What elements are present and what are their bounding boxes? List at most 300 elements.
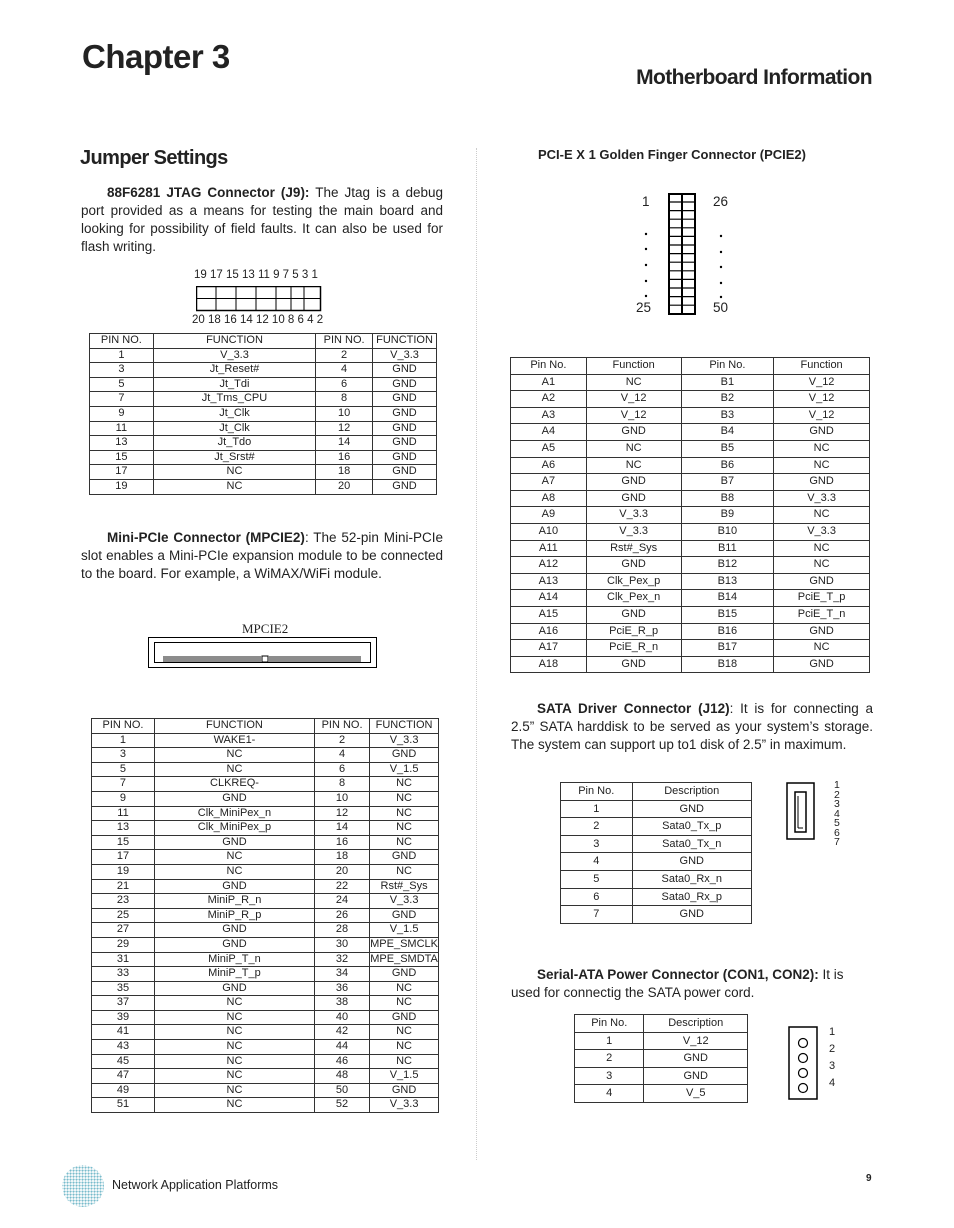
pcie-label-25: 25 [636,300,652,315]
pin-number: 3 [834,798,840,810]
table-cell: 8 [316,392,373,407]
table-cell: 7 [561,906,633,924]
table-cell: V_12 [586,391,681,408]
table-row [511,590,870,607]
pin-number: 2 [834,788,840,801]
table-cell: B1 [681,374,774,391]
pcie-connector-diagram [636,192,736,318]
table-cell: 2 [575,1050,644,1068]
table-row [561,853,752,871]
table-cell: NC [154,1054,314,1069]
table-cell: 4 [575,1085,644,1103]
column-header: Pin No. [681,358,774,375]
table-row [511,523,870,540]
table-row [92,1083,439,1098]
table-row [561,835,752,853]
table-row [92,850,439,865]
table-cell: 50 [314,1083,369,1098]
table-cell: 21 [92,879,155,894]
j9-pin-table [89,333,437,495]
footer-text: Network Application Platforms [112,1178,279,1192]
column-divider [476,148,477,1160]
table-cell: B7 [681,474,774,491]
column-header: Function [774,358,870,375]
table-cell: B5 [681,440,774,457]
table-row [511,540,870,557]
table-cell: B8 [681,490,774,507]
table-cell: 7 [90,392,154,407]
table-row [511,606,870,623]
table-cell: MiniP_R_p [154,908,314,923]
pin-number: 3 [829,1060,836,1072]
table-cell: A17 [511,640,587,657]
table-cell: 10 [314,791,369,806]
table-row [575,1067,748,1085]
table-cell: 5 [92,762,155,777]
table-cell: 18 [316,465,373,480]
mpcie-slot-diagram [148,637,380,671]
table-cell: 31 [92,952,155,967]
table-cell: 2 [561,818,633,836]
table-cell: B15 [681,606,774,623]
table-cell: 26 [314,908,369,923]
table-cell: NC [154,762,314,777]
table-row [92,835,439,850]
table-cell: 46 [314,1054,369,1069]
table-cell: 16 [316,450,373,465]
table-row [92,952,439,967]
table-cell: MiniP_R_n [154,894,314,909]
pcie-label-26: 26 [713,194,729,209]
table-row [511,507,870,524]
page-number: 9 [866,1173,872,1184]
table-cell: PciE_T_n [774,606,870,623]
table-cell: 29 [92,937,155,952]
mpcie-text: : The 52-pin Mini-PCIe slot enables a Mini-PCIe expansion module to be connected to the board. For example, a WiMAX/WiFi module. [81,530,443,581]
table-cell: GND [154,791,314,806]
table-cell: V_3.3 [370,1098,439,1113]
table-cell: Jt_Tdo [153,436,315,451]
table-cell: NC [370,821,439,836]
table-cell: V_12 [774,407,870,424]
table-cell: B14 [681,590,774,607]
table-cell: B6 [681,457,774,474]
table-row [90,348,437,363]
column-header: FUNCTION [154,719,314,734]
table-cell: Clk_MiniPex_n [154,806,314,821]
table-row [90,363,437,378]
table-row [92,996,439,1011]
power-text: It is used for connectig the SATA power cord. [511,967,844,1000]
pin-number: 4 [834,807,840,820]
table-cell: A4 [511,424,587,441]
table-cell: GND [632,906,751,924]
table-cell: B11 [681,540,774,557]
table-cell: 4 [561,853,633,871]
table-cell: 17 [90,465,154,480]
table-cell: 42 [314,1025,369,1040]
table-cell: GND [154,937,314,952]
table-cell: GND [774,573,870,590]
column-header: FUNCTION [373,334,437,349]
table-cell: NC [154,1025,314,1040]
table-row [92,821,439,836]
table-cell: 37 [92,996,155,1011]
table-cell: B10 [681,523,774,540]
table-cell: A13 [511,573,587,590]
table-row [575,1050,748,1068]
table-cell: A14 [511,590,587,607]
column-header: PIN NO. [316,334,373,349]
table-row [92,981,439,996]
table-cell: NC [370,1054,439,1069]
table-row [511,391,870,408]
column-header: FUNCTION [153,334,315,349]
table-cell: NC [370,1025,439,1040]
table-row [511,573,870,590]
section-title: Motherboard Information [636,66,872,89]
table-row [92,748,439,763]
table-cell: NC [153,465,315,480]
table-cell: GND [373,406,437,421]
table-cell: 4 [316,363,373,378]
table-cell: 10 [316,406,373,421]
table-row [511,474,870,491]
pin-number: 7 [834,836,840,848]
table-cell: NC [153,479,315,494]
table-cell: Jt_Srst# [153,450,315,465]
table-row [561,800,752,818]
table-row [561,818,752,836]
table-cell: 1 [92,733,155,748]
mpcie-lead: Mini-PCIe Connector (MPCIE2) [107,530,305,545]
table-cell: 18 [314,850,369,865]
table-cell: Sata0_Tx_n [632,835,751,853]
table-cell: GND [373,436,437,451]
table-cell: GND [644,1067,748,1085]
table-row [92,806,439,821]
table-cell: NC [774,457,870,474]
mpcie-pin-table [91,718,439,1113]
table-cell: A12 [511,557,587,574]
sata-description [511,700,873,754]
sata-header-row [561,783,752,801]
table-cell: GND [373,377,437,392]
table-cell: V_3.3 [774,523,870,540]
table-cell: MiniP_T_p [154,967,314,982]
table-cell: GND [632,800,751,818]
j9-bottom-pins: 20 18 16 14 12 10 8 6 4 2 [192,314,324,326]
table-cell: V_3.3 [586,523,681,540]
table-row [511,457,870,474]
table-cell: PciE_R_n [586,640,681,657]
table-cell: NC [154,850,314,865]
table-cell: A7 [511,474,587,491]
table-cell: 13 [92,821,155,836]
table-cell: 22 [314,879,369,894]
table-cell: 28 [314,923,369,938]
table-cell: 27 [92,923,155,938]
table-cell: GND [774,623,870,640]
pcie-label-1: 1 [642,194,650,209]
table-cell: 16 [314,835,369,850]
table-row [561,870,752,888]
table-cell: 3 [90,363,154,378]
table-cell: A2 [511,391,587,408]
table-cell: 41 [92,1025,155,1040]
table-cell: B13 [681,573,774,590]
j9-header-diagram [196,286,322,314]
table-cell: 3 [575,1067,644,1085]
table-cell: 6 [316,377,373,392]
table-cell: GND [154,835,314,850]
table-cell: V_3.3 [370,894,439,909]
table-cell: Clk_Pex_p [586,573,681,590]
table-cell: NC [774,507,870,524]
table-cell: 20 [316,479,373,494]
sata-connector-diagram [786,782,816,842]
table-row [511,623,870,640]
table-cell: GND [154,879,314,894]
power-description [511,966,873,1002]
table-cell: NC [774,540,870,557]
table-row [511,656,870,673]
table-cell: 44 [314,1040,369,1055]
table-cell: GND [370,850,439,865]
table-cell: 45 [92,1054,155,1069]
table-cell: 40 [314,1010,369,1025]
table-cell: GND [370,1083,439,1098]
table-cell: V_12 [644,1032,748,1050]
table-cell: 47 [92,1069,155,1084]
table-cell: GND [586,490,681,507]
column-header: Function [586,358,681,375]
table-cell: NC [154,748,314,763]
table-row [90,436,437,451]
table-cell: 43 [92,1040,155,1055]
mpcie-header-row [92,719,439,734]
table-cell: MPE_SMDTA [370,952,439,967]
table-row [92,1054,439,1069]
table-row [511,374,870,391]
table-cell: PciE_T_p [774,590,870,607]
table-cell: 15 [90,450,154,465]
table-row [90,450,437,465]
table-cell: 1 [90,348,154,363]
table-cell: 39 [92,1010,155,1025]
table-cell: Jt_Clk [153,421,315,436]
table-cell: 7 [92,777,155,792]
table-cell: GND [586,557,681,574]
pcie-header-row [511,358,870,375]
j9-top-pins: 19 17 15 13 11 9 7 5 3 1 [194,269,318,281]
table-cell: A15 [511,606,587,623]
table-cell: A5 [511,440,587,457]
table-cell: NC [154,996,314,1011]
column-header: FUNCTION [370,719,439,734]
column-header: PIN NO. [314,719,369,734]
table-cell: Jt_Clk [153,406,315,421]
table-cell: V_1.5 [370,762,439,777]
table-cell: Sata0_Rx_p [632,888,751,906]
table-cell: 51 [92,1098,155,1113]
pcie-label-50: 50 [713,300,729,315]
table-cell: 15 [92,835,155,850]
table-cell: V_3.3 [153,348,315,363]
table-cell: 14 [316,436,373,451]
pcie-pin-table [510,357,870,673]
table-cell: NC [774,640,870,657]
table-row [92,777,439,792]
pcie-title: PCI-E X 1 Golden Finger Connector (PCIE2) [538,147,806,162]
table-cell: 2 [314,733,369,748]
column-header: Pin No. [561,783,633,801]
table-cell: 36 [314,981,369,996]
table-cell: Rst#_Sys [586,540,681,557]
table-cell: 25 [92,908,155,923]
table-cell: 1 [575,1032,644,1050]
table-cell: 14 [314,821,369,836]
table-cell: A6 [511,457,587,474]
table-cell: A9 [511,507,587,524]
table-cell: GND [586,606,681,623]
table-cell: GND [370,1010,439,1025]
table-cell: NC [370,864,439,879]
table-cell: V_1.5 [370,1069,439,1084]
table-row [90,406,437,421]
table-cell: MiniP_T_n [154,952,314,967]
j9-lead: 88F6281 JTAG Connector (J9): [107,185,310,200]
table-cell: 3 [561,835,633,853]
j9-description [81,184,443,256]
table-cell: 34 [314,967,369,982]
table-cell: 6 [561,888,633,906]
table-row [511,557,870,574]
column-header: Description [632,783,751,801]
table-cell: GND [373,363,437,378]
table-cell: GND [586,474,681,491]
company-logo [60,1163,106,1209]
column-header: PIN NO. [92,719,155,734]
pin-number: 5 [834,817,840,829]
table-row [92,923,439,938]
table-row [92,733,439,748]
table-cell: NC [774,557,870,574]
table-cell: 17 [92,850,155,865]
table-cell: 19 [92,864,155,879]
table-cell: WAKE1- [154,733,314,748]
table-cell: B4 [681,424,774,441]
table-row [92,1040,439,1055]
table-cell: NC [154,1069,314,1084]
table-cell: 33 [92,967,155,982]
table-cell: NC [370,1040,439,1055]
table-row [575,1085,748,1103]
table-cell: B18 [681,656,774,673]
jumper-settings-heading: Jumper Settings [80,147,228,169]
table-cell: GND [774,424,870,441]
table-cell: 12 [316,421,373,436]
table-row [90,421,437,436]
power-lead: Serial-ATA Power Connector (CON1, CON2): [537,967,819,982]
table-cell: GND [586,424,681,441]
table-row [90,377,437,392]
table-cell: A3 [511,407,587,424]
table-cell: 4 [314,748,369,763]
table-cell: 38 [314,996,369,1011]
table-cell: GND [154,981,314,996]
table-cell: Jt_Tms_CPU [153,392,315,407]
table-cell: MPE_SMCLK [370,937,439,952]
mpcie-description [81,529,443,583]
table-cell: Clk_MiniPex_p [154,821,314,836]
table-row [92,879,439,894]
table-cell: GND [370,908,439,923]
table-cell: V_3.3 [373,348,437,363]
table-cell: 5 [90,377,154,392]
table-cell: GND [373,465,437,480]
table-cell: GND [373,479,437,494]
table-cell: 1 [561,800,633,818]
sata-pin-table [560,782,752,924]
table-cell: 12 [314,806,369,821]
table-cell: 30 [314,937,369,952]
table-row [575,1032,748,1050]
table-cell: B3 [681,407,774,424]
table-cell: 23 [92,894,155,909]
table-cell: GND [370,967,439,982]
table-row [511,640,870,657]
table-cell: 52 [314,1098,369,1113]
table-cell: NC [370,777,439,792]
table-row [92,894,439,909]
table-cell: B12 [681,557,774,574]
sata-text: : It is for connecting a 2.5” SATA harddisk to be served as your system’s storage. The system can support up to1 disk of 2.5” in maximum. [511,701,873,752]
column-header: PIN NO. [90,334,154,349]
table-cell: GND [373,392,437,407]
table-cell: V_12 [774,374,870,391]
table-cell: NC [586,440,681,457]
column-header: Pin No. [575,1015,644,1033]
table-cell: GND [586,656,681,673]
table-cell: V_3.3 [586,507,681,524]
table-cell: 11 [92,806,155,821]
table-cell: GND [154,923,314,938]
table-cell: 13 [90,436,154,451]
power-connector-diagram [788,1026,820,1102]
table-cell: V_12 [586,407,681,424]
table-cell: GND [644,1050,748,1068]
table-cell: NC [370,791,439,806]
table-row [90,465,437,480]
table-cell: 48 [314,1069,369,1084]
table-cell: Jt_Tdi [153,377,315,392]
table-cell: GND [370,748,439,763]
sata-pin-numbers [834,781,840,848]
table-row [511,407,870,424]
table-cell: 35 [92,981,155,996]
table-cell: V_5 [644,1085,748,1103]
table-cell: 5 [561,870,633,888]
table-cell: NC [154,1040,314,1055]
table-cell: A10 [511,523,587,540]
table-cell: A18 [511,656,587,673]
table-cell: B2 [681,391,774,408]
sata-lead: SATA Driver Connector (J12) [537,701,730,716]
table-cell: 8 [314,777,369,792]
table-cell: NC [154,1010,314,1025]
table-cell: GND [774,474,870,491]
